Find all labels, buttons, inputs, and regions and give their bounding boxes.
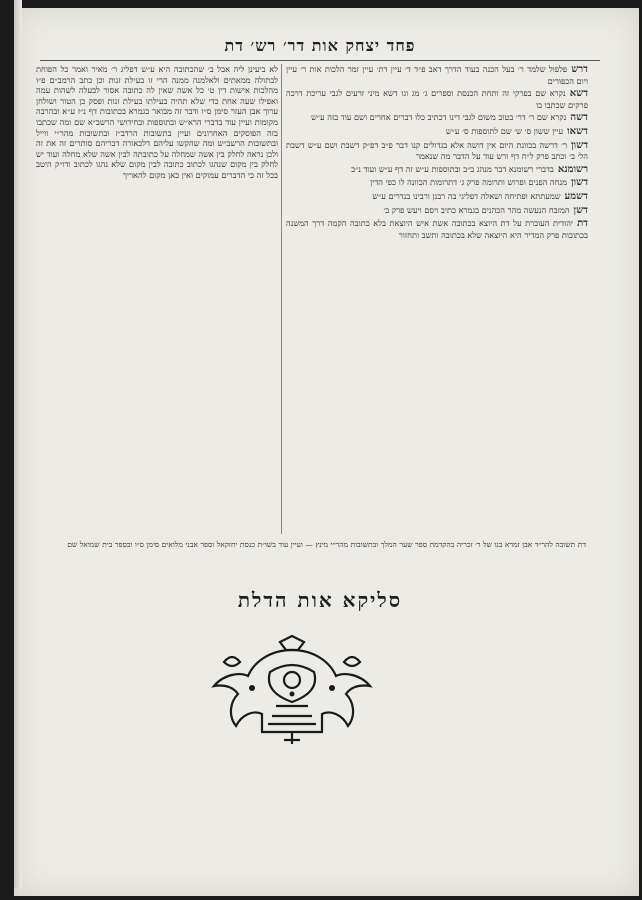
column-divider <box>281 64 282 534</box>
entry-text: עיין ששון ס׳ ש׳ שם לתוספות ס׳ ע״ש <box>445 125 564 136</box>
dictionary-entry <box>286 112 588 124</box>
entry-text: שמעתתא ופתיחה ושאלה דפליגי בה רבנן ורבינו בנדרים ע״ש <box>372 190 561 201</box>
closing-title: סליקא אות הדלת <box>237 588 403 612</box>
entry-text: נקרא שם בפרקי זה ותחת הכנסת וספרים ג׳ מג וגו דשא מיני זרעים לגבי עריכת דרכה פרקים שכתבו בו <box>286 88 588 110</box>
dictionary-entry <box>286 205 588 217</box>
dictionary-entry <box>286 177 588 189</box>
entry-headword: רשומנא <box>557 163 588 175</box>
dictionary-entry <box>286 140 588 162</box>
header-rule <box>40 60 600 61</box>
entry-headword: דשון <box>571 177 588 189</box>
entry-text: מנחה הפנים ופרוש ותרומה פרק ג׳ דתרומות הכוונה לו כפי הדין <box>370 177 567 188</box>
page-header: פחד יצחק אות דר׳ רש׳ דת <box>224 36 416 55</box>
bottom-notes: דת תשובה להר״ד אבן זמרא בנו של ר׳ זכריה בהקדמת ספר שער המלך ובתשובות מהר״י מינץ — ועיין עוד בשו״ת כנסת יחזקאל וספר אבני מלואים סימן ס״ו ובספר בית שמואל שם <box>67 540 586 549</box>
entry-headword: דרש <box>571 64 588 75</box>
dictionary-entry <box>286 164 588 176</box>
entry-text: בדברי רשומנא דבר מנהג ב״ב ובתוספות ע״ש זה דף ע״ש ועוד נ״ב <box>351 163 554 174</box>
page-gutter <box>14 0 22 888</box>
entry-headword: דשמע <box>564 190 588 202</box>
entry-headword: דשא <box>569 88 588 100</box>
entry-text: יהודית העוברת על דת היוצא בכתובה אשת איש היוצאת בלא כתובה הקמה דרך המשנה בכתובות פרק המדיר היא היוצאה שלא בכתובה ותשב ותחזור <box>286 218 588 240</box>
entry-text: נקרא שם ר׳ דר׳ בטוב משום לגבי דינו דכתיב כלו דברים אחרים ושם עוד בזה ע״ש <box>311 112 567 123</box>
entry-text: פלפול שלמד ר׳ בעל הכנה בעוד הדרך דאב פ״ד ד׳ עיין דת׳ עיין זמר הלכות אות ר׳ עיין ויום הכפורים <box>286 64 588 86</box>
entry-headword: דת <box>577 218 588 230</box>
entry-text: המזבח הנעשה מהר הכהנים בגמרא כתיב ויסם ויעש פרק ב׳ <box>383 204 570 215</box>
entry-headword: דשון <box>571 139 588 151</box>
left-column: לא ביעינן ליה אבל ב׳ שהכתובה היא ע״ש דפליג ר׳ מאיר ואמר כל הפוחת לבתולה ממאתים ולאלמנה ממנה הרי זו בעילת זנות וכן כתב הרמב״ם פ״ו מהלכות אישות דין ט׳ כל אשה שאין לה כתובה אסור לבעלה לשהות עמה ואפילו שעה אחת כדי שלא תהיה בעילתו בעילת זנות ופסק כן הטור ושולחן ערוך אבן העזר סימן ס״ו ודבר זה מבואר בגמרא בכתובות דף נ״ז ע״א ובהרבה מקומות ועיין עוד בדברי הרא״ש ובתוספות ובחידושי הרשב״א שם ומה שכתבו בזה הפוסקים האחרונים ועיין בתשובות הרדב״ז ובתשובות מהר״י ווייל ובתשובות הרשב״ש ומה שהקשו עליהם דלכאורה דבריהם סותרים זה את זה ולכן נראה לחלק בין אשה שמחלה על כתובתה לבין אשה שלא מחלה ועוד יש לחלק בין מקום שנהגו לכתוב כתובה לבין מקום שלא נהגו לכתוב ודו״ק היטב בכל זה כי הדברים עמוקים ואין כאן מקום להאריך <box>36 64 278 180</box>
entry-headword: דשאו <box>567 125 588 137</box>
printer-ornament-icon <box>200 632 384 748</box>
dictionary-entry <box>286 64 588 86</box>
right-column <box>286 64 588 534</box>
entry-headword: דשה <box>570 112 588 124</box>
dictionary-entry <box>286 126 588 138</box>
entry-text: ר׳ דרשה בכוונת היום אין דושה אלא בגדולים קנו דבר פ״ב דפ״ק דשבת ושם ע״ש דשבת הל׳ ב׳ וכתב פרק ל״ח דף ורש עוד על הדבר מה שנאמר <box>286 139 588 162</box>
dictionary-entry <box>286 191 588 203</box>
dictionary-entry <box>286 88 588 110</box>
dictionary-entry <box>286 218 588 240</box>
entry-headword: דשן <box>573 204 588 216</box>
